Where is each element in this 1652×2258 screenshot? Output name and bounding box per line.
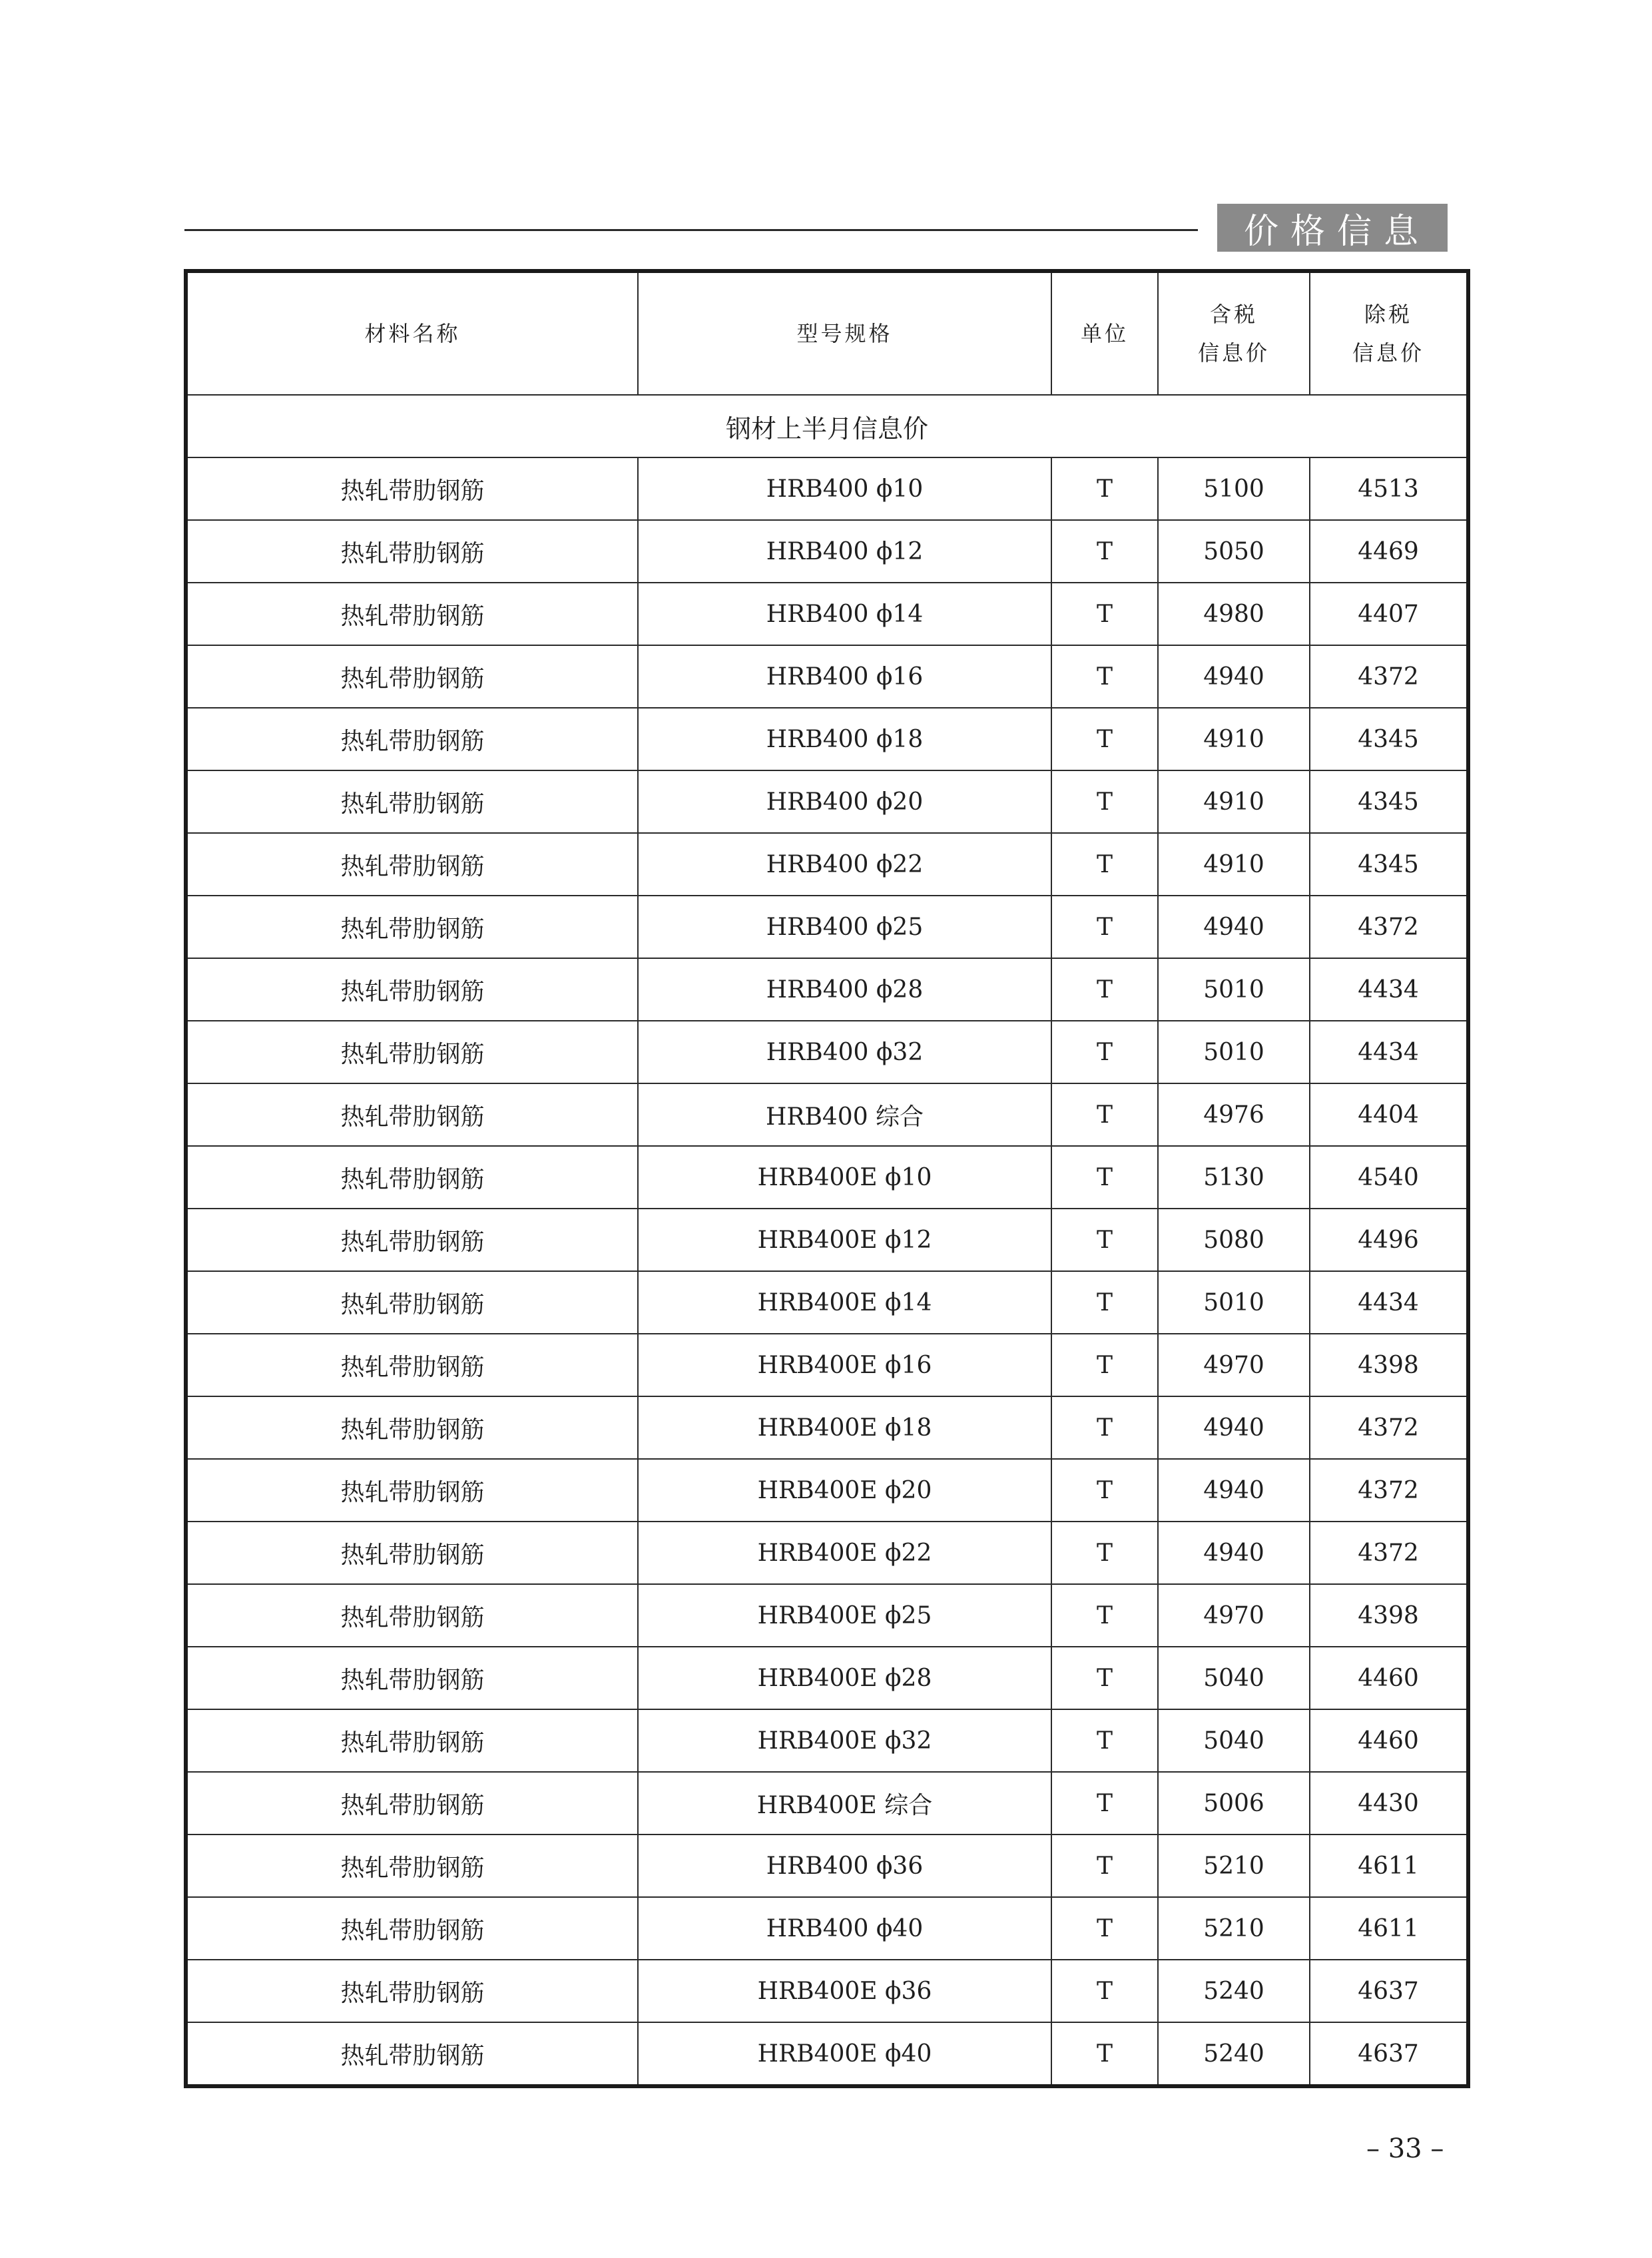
cell-spec: HRB400E ϕ14 <box>638 1271 1051 1334</box>
table-row <box>186 1960 1468 2022</box>
cell-spec: HRB400E ϕ10 <box>638 1146 1051 1209</box>
cell-unit: T <box>1051 833 1158 896</box>
cell-material-name: 热轧带肋钢筋 <box>186 1083 638 1146</box>
cell-price-without-tax: 4372 <box>1310 645 1468 708</box>
cell-price-with-tax: 4976 <box>1158 1083 1310 1146</box>
table-row <box>186 1146 1468 1209</box>
cell-price-with-tax: 5130 <box>1158 1146 1310 1209</box>
cell-price-without-tax: 4398 <box>1310 1584 1468 1647</box>
cell-spec: HRB400E ϕ25 <box>638 1584 1051 1647</box>
cell-spec: HRB400 ϕ28 <box>638 958 1051 1021</box>
cell-price-without-tax: 4345 <box>1310 770 1468 833</box>
cell-price-with-tax: 5240 <box>1158 2022 1310 2086</box>
cell-material-name: 热轧带肋钢筋 <box>186 708 638 770</box>
cell-spec: HRB400 ϕ10 <box>638 457 1051 520</box>
cell-spec: HRB400 ϕ16 <box>638 645 1051 708</box>
cell-material-name: 热轧带肋钢筋 <box>186 1960 638 2022</box>
cell-spec: HRB400E ϕ12 <box>638 1209 1051 1271</box>
cell-price-without-tax: 4469 <box>1310 520 1468 583</box>
cell-material-name: 热轧带肋钢筋 <box>186 1209 638 1271</box>
cell-unit: T <box>1051 520 1158 583</box>
cell-price-with-tax: 5100 <box>1158 457 1310 520</box>
table-row <box>186 958 1468 1021</box>
table-row <box>186 1334 1468 1396</box>
cell-material-name: 热轧带肋钢筋 <box>186 1709 638 1772</box>
table-row <box>186 1522 1468 1584</box>
cell-price-without-tax: 4460 <box>1310 1709 1468 1772</box>
cell-price-without-tax: 4637 <box>1310 1960 1468 2022</box>
table-row <box>186 1584 1468 1647</box>
cell-spec: HRB400 ϕ18 <box>638 708 1051 770</box>
cell-spec: HRB400 ϕ36 <box>638 1835 1051 1897</box>
section-tag: 价格信息 <box>1217 204 1448 252</box>
cell-spec: HRB400 ϕ25 <box>638 896 1051 958</box>
table-row <box>186 1021 1468 1083</box>
table-row <box>186 1083 1468 1146</box>
cell-spec: HRB400 ϕ20 <box>638 770 1051 833</box>
cell-material-name: 热轧带肋钢筋 <box>186 1271 638 1334</box>
table-row <box>186 1209 1468 1271</box>
cell-price-without-tax: 4345 <box>1310 833 1468 896</box>
cell-material-name: 热轧带肋钢筋 <box>186 958 638 1021</box>
cell-spec: HRB400 ϕ32 <box>638 1021 1051 1083</box>
cell-price-without-tax: 4398 <box>1310 1334 1468 1396</box>
cell-price-with-tax: 5010 <box>1158 1021 1310 1083</box>
cell-material-name: 热轧带肋钢筋 <box>186 1146 638 1209</box>
header-rule <box>184 229 1198 231</box>
cell-material-name: 热轧带肋钢筋 <box>186 1835 638 1897</box>
cell-price-without-tax: 4434 <box>1310 1021 1468 1083</box>
header-price-with-tax-line1: 含税 <box>1209 302 1258 327</box>
cell-unit: T <box>1051 1584 1158 1647</box>
cell-spec: HRB400 ϕ14 <box>638 583 1051 645</box>
cell-unit: T <box>1051 2022 1158 2086</box>
cell-spec: HRB400 综合 <box>638 1083 1051 1146</box>
cell-price-without-tax: 4345 <box>1310 708 1468 770</box>
table-row <box>186 1835 1468 1897</box>
cell-unit: T <box>1051 1083 1158 1146</box>
cell-spec: HRB400E ϕ36 <box>638 1960 1051 2022</box>
cell-price-with-tax: 5010 <box>1158 1271 1310 1334</box>
cell-price-with-tax: 5040 <box>1158 1647 1310 1709</box>
cell-spec: HRB400 ϕ22 <box>638 833 1051 896</box>
cell-price-with-tax: 4940 <box>1158 645 1310 708</box>
cell-unit: T <box>1051 1209 1158 1271</box>
cell-price-without-tax: 4611 <box>1310 1835 1468 1897</box>
cell-price-without-tax: 4404 <box>1310 1083 1468 1146</box>
cell-price-with-tax: 4910 <box>1158 833 1310 896</box>
cell-price-with-tax: 5040 <box>1158 1709 1310 1772</box>
cell-price-with-tax: 4940 <box>1158 1396 1310 1459</box>
cell-unit: T <box>1051 1021 1158 1083</box>
cell-unit: T <box>1051 958 1158 1021</box>
page-number: – 33 – <box>1366 2133 1444 2164</box>
cell-price-with-tax: 5010 <box>1158 958 1310 1021</box>
cell-price-with-tax: 5210 <box>1158 1897 1310 1960</box>
cell-price-with-tax: 5006 <box>1158 1772 1310 1835</box>
table-row <box>186 1396 1468 1459</box>
cell-price-without-tax: 4513 <box>1310 457 1468 520</box>
cell-material-name: 热轧带肋钢筋 <box>186 1897 638 1960</box>
cell-spec: HRB400E 综合 <box>638 1772 1051 1835</box>
cell-unit: T <box>1051 1146 1158 1209</box>
cell-spec: HRB400 ϕ40 <box>638 1897 1051 1960</box>
header-spec: 型号规格 <box>638 271 1051 395</box>
table-row <box>186 645 1468 708</box>
cell-unit: T <box>1051 645 1158 708</box>
cell-price-without-tax: 4372 <box>1310 1459 1468 1522</box>
table-row <box>186 520 1468 583</box>
cell-price-with-tax: 4910 <box>1158 708 1310 770</box>
cell-spec: HRB400E ϕ20 <box>638 1459 1051 1522</box>
price-table <box>184 269 1470 2088</box>
cell-unit: T <box>1051 770 1158 833</box>
table-row <box>186 1271 1468 1334</box>
cell-material-name: 热轧带肋钢筋 <box>186 583 638 645</box>
cell-price-without-tax: 4496 <box>1310 1209 1468 1271</box>
cell-material-name: 热轧带肋钢筋 <box>186 833 638 896</box>
cell-price-with-tax: 4940 <box>1158 1522 1310 1584</box>
cell-spec: HRB400E ϕ18 <box>638 1396 1051 1459</box>
cell-price-with-tax: 4940 <box>1158 1459 1310 1522</box>
cell-price-without-tax: 4611 <box>1310 1897 1468 1960</box>
table-row <box>186 1897 1468 1960</box>
table-row <box>186 1459 1468 1522</box>
cell-material-name: 热轧带肋钢筋 <box>186 1522 638 1584</box>
cell-price-without-tax: 4637 <box>1310 2022 1468 2086</box>
cell-material-name: 热轧带肋钢筋 <box>186 1021 638 1083</box>
cell-price-with-tax: 5240 <box>1158 1960 1310 2022</box>
table-row <box>186 896 1468 958</box>
table-row <box>186 1772 1468 1835</box>
header-price-without-tax-line2: 信息价 <box>1352 340 1424 366</box>
cell-unit: T <box>1051 1897 1158 1960</box>
cell-unit: T <box>1051 896 1158 958</box>
cell-material-name: 热轧带肋钢筋 <box>186 1459 638 1522</box>
cell-material-name: 热轧带肋钢筋 <box>186 896 638 958</box>
cell-unit: T <box>1051 1772 1158 1835</box>
header-price-with-tax-line2: 信息价 <box>1197 340 1270 366</box>
cell-unit: T <box>1051 1396 1158 1459</box>
cell-price-with-tax: 5210 <box>1158 1835 1310 1897</box>
cell-price-without-tax: 4372 <box>1310 1522 1468 1584</box>
cell-price-without-tax: 4372 <box>1310 896 1468 958</box>
header-material-name: 材料名称 <box>186 271 638 395</box>
cell-material-name: 热轧带肋钢筋 <box>186 520 638 583</box>
cell-unit: T <box>1051 1647 1158 1709</box>
cell-material-name: 热轧带肋钢筋 <box>186 1772 638 1835</box>
cell-spec: HRB400E ϕ40 <box>638 2022 1051 2086</box>
cell-price-without-tax: 4430 <box>1310 1772 1468 1835</box>
cell-material-name: 热轧带肋钢筋 <box>186 1396 638 1459</box>
table-row <box>186 833 1468 896</box>
table-row <box>186 1647 1468 1709</box>
cell-unit: T <box>1051 583 1158 645</box>
cell-spec: HRB400E ϕ22 <box>638 1522 1051 1584</box>
cell-material-name: 热轧带肋钢筋 <box>186 770 638 833</box>
cell-price-with-tax: 4970 <box>1158 1584 1310 1647</box>
cell-spec: HRB400E ϕ32 <box>638 1709 1051 1772</box>
cell-price-without-tax: 4407 <box>1310 583 1468 645</box>
cell-material-name: 热轧带肋钢筋 <box>186 1334 638 1396</box>
cell-price-with-tax: 4980 <box>1158 583 1310 645</box>
table-header-row <box>186 271 1468 395</box>
cell-price-without-tax: 4372 <box>1310 1396 1468 1459</box>
cell-material-name: 热轧带肋钢筋 <box>186 2022 638 2086</box>
table-row <box>186 1709 1468 1772</box>
table-row <box>186 457 1468 520</box>
table-body <box>186 395 1468 2086</box>
cell-price-without-tax: 4434 <box>1310 1271 1468 1334</box>
cell-price-without-tax: 4540 <box>1310 1146 1468 1209</box>
cell-unit: T <box>1051 1960 1158 2022</box>
cell-unit: T <box>1051 1271 1158 1334</box>
cell-unit: T <box>1051 1709 1158 1772</box>
table-row <box>186 583 1468 645</box>
cell-material-name: 热轧带肋钢筋 <box>186 645 638 708</box>
cell-material-name: 热轧带肋钢筋 <box>186 457 638 520</box>
cell-price-with-tax: 5080 <box>1158 1209 1310 1271</box>
cell-unit: T <box>1051 1459 1158 1522</box>
header-price-with-tax <box>1158 271 1310 395</box>
cell-spec: HRB400E ϕ28 <box>638 1647 1051 1709</box>
cell-price-with-tax: 4940 <box>1158 896 1310 958</box>
table-row <box>186 2022 1468 2086</box>
section-title-row <box>186 395 1468 457</box>
header-price-without-tax-line1: 除税 <box>1364 302 1412 327</box>
cell-unit: T <box>1051 457 1158 520</box>
section-title: 钢材上半月信息价 <box>186 395 1468 457</box>
cell-price-without-tax: 4434 <box>1310 958 1468 1021</box>
cell-material-name: 热轧带肋钢筋 <box>186 1647 638 1709</box>
table-row <box>186 770 1468 833</box>
cell-unit: T <box>1051 1835 1158 1897</box>
table-row <box>186 708 1468 770</box>
header-price-without-tax <box>1310 271 1468 395</box>
cell-unit: T <box>1051 708 1158 770</box>
cell-price-with-tax: 4970 <box>1158 1334 1310 1396</box>
cell-spec: HRB400 ϕ12 <box>638 520 1051 583</box>
cell-price-with-tax: 4910 <box>1158 770 1310 833</box>
header-unit: 单位 <box>1051 271 1158 395</box>
cell-unit: T <box>1051 1522 1158 1584</box>
cell-unit: T <box>1051 1334 1158 1396</box>
cell-price-without-tax: 4460 <box>1310 1647 1468 1709</box>
cell-price-with-tax: 5050 <box>1158 520 1310 583</box>
cell-spec: HRB400E ϕ16 <box>638 1334 1051 1396</box>
cell-material-name: 热轧带肋钢筋 <box>186 1584 638 1647</box>
